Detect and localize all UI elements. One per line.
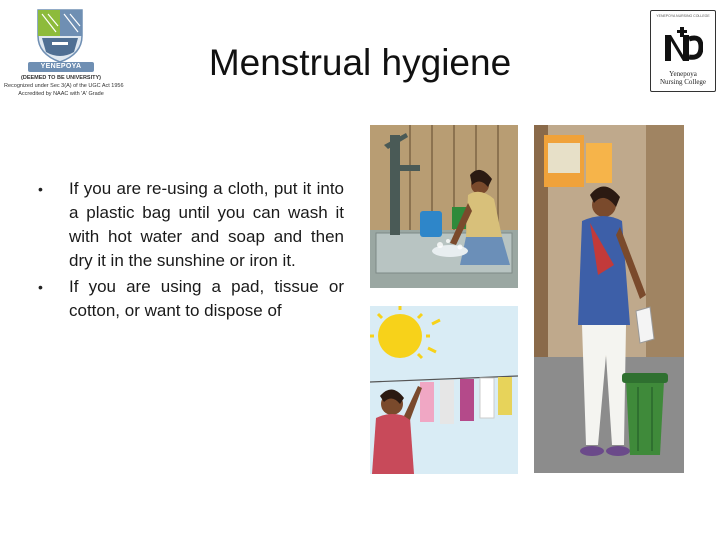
logo-caption: Recognized under Sec 3(A) of the UGC Act 1956 <box>4 83 124 89</box>
logo-caption: Accredited by NAAC with 'A' Grade <box>18 91 104 97</box>
bullet-text: If you are using a pad, tissue or cotton, or want to dispose of <box>69 277 344 320</box>
bullet-marker: • <box>38 181 43 197</box>
bullet-list <box>38 177 344 323</box>
slide-title: Menstrual hygiene <box>208 42 512 83</box>
university-shield-icon <box>32 6 88 64</box>
logo-name-line: Nursing College <box>659 78 707 86</box>
nursing-college-emblem-icon <box>663 25 703 65</box>
bullet-item <box>38 275 344 323</box>
college-logo <box>648 8 718 92</box>
logo-name <box>652 70 714 86</box>
disposing-pad-illustration <box>534 125 684 473</box>
bullet-item <box>38 177 344 273</box>
drying-cloth-sun-illustration <box>370 306 518 474</box>
bullet-marker: • <box>38 279 43 295</box>
bullet-text: If you are re-using a cloth, put it into a plastic bag until you can wash it with hot water and soap and then dry it in the sunshine or iron it. <box>69 179 344 270</box>
washing-cloth-illustration <box>370 125 518 288</box>
logo-top-text: YENEPOYA NURSING COLLEGE <box>656 14 710 18</box>
logo-name-line: Yenepoya <box>669 70 697 78</box>
logo-caption: (DEEMED TO BE UNIVERSITY) <box>21 75 101 81</box>
university-logo <box>2 2 124 108</box>
logo-ribbon: YENEPOYA <box>28 62 94 72</box>
